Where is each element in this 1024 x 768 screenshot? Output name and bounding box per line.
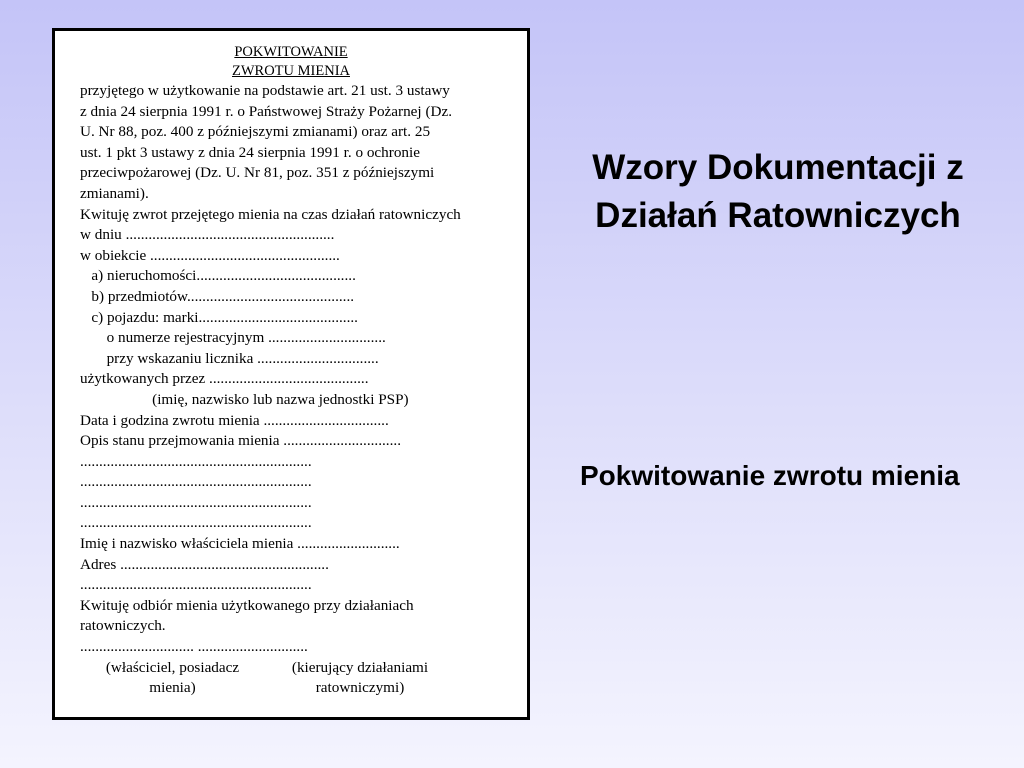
document-line: użytkowanych przez .......................................... — [80, 370, 369, 388]
document-line: a) nieruchomości.......................................... — [80, 267, 356, 285]
document-line: (imię, nazwisko lub nazwa jednostki PSP) — [80, 390, 409, 408]
document-line: Imię i nazwisko właściciela mienia ........................... — [80, 535, 400, 553]
document-line: w dniu ....................................................... — [80, 226, 335, 244]
document-heading — [55, 43, 527, 81]
signature-commander-line2: ratowniczymi) — [315, 679, 405, 697]
document-line: b) przedmiotów............................................ — [80, 287, 355, 305]
document-form — [52, 28, 530, 720]
slide-title — [548, 144, 1008, 240]
document-line: przeciwpożarowej (Dz. U. Nr 81, poz. 351 z późniejszymi — [80, 164, 435, 182]
document-line: ............................................................. — [80, 576, 312, 594]
document-line: ............................................................. — [80, 514, 312, 532]
document-line: U. Nr 88, poz. 400 z późniejszymi zmianami) oraz art. 25 — [80, 123, 431, 141]
slide-subtitle: Pokwitowanie zwrotu mienia — [580, 460, 960, 491]
document-line: o numerze rejestracyjnym ............................... — [80, 329, 386, 347]
signature-owner — [80, 658, 265, 699]
document-line: ust. 1 pkt 3 ustawy z dnia 24 sierpnia 1991 r. o ochronie — [80, 143, 420, 161]
document-line: Adres ....................................................... — [80, 555, 329, 573]
document-line: .............................. ............................. — [80, 638, 308, 656]
document-line: Kwituję zwrot przejętego mienia na czas działań ratowniczych — [80, 205, 461, 223]
document-line: w obiekcie .................................................. — [80, 246, 340, 264]
document-line: c) pojazdu: marki.......................................... — [80, 308, 358, 326]
document-heading-line2: ZWROTU MIENIA — [232, 63, 350, 79]
document-heading-line1: POKWITOWANIE — [234, 44, 348, 60]
document-body — [55, 81, 527, 699]
slide-title-line1: Wzory Dokumentacji z — [592, 148, 964, 187]
document-line: z dnia 24 sierpnia 1991 r. o Państwowej Straży Pożarnej (Dz. — [80, 102, 453, 120]
signature-owner-line2: mienia) — [149, 679, 196, 697]
document-line: Kwituję odbiór mienia użytkowanego przy działaniach — [80, 596, 414, 614]
signature-commander — [265, 658, 455, 699]
document-line: przyjętego w użytkowanie na podstawie art. 21 ust. 3 ustawy — [80, 82, 450, 99]
document-line: ............................................................. — [80, 452, 312, 470]
document-line: Data i godzina zwrotu mienia ................................. — [80, 411, 389, 429]
document-line: przy wskazaniu licznika ................................ — [80, 349, 379, 367]
document-line: ratowniczych. — [80, 617, 166, 635]
signature-owner-line1: (właściciel, posiadacz — [105, 658, 240, 676]
signature-commander-line1: (kierujący działaniami — [291, 658, 429, 676]
document-line: Opis stanu przejmowania mienia ............................... — [80, 432, 401, 450]
document-line: ............................................................. — [80, 493, 312, 511]
slide-title-line2: Działań Ratowniczych — [595, 196, 961, 235]
document-line: zmianami). — [80, 184, 149, 202]
signature-labels — [80, 658, 517, 699]
document-line: ............................................................. — [80, 473, 312, 491]
